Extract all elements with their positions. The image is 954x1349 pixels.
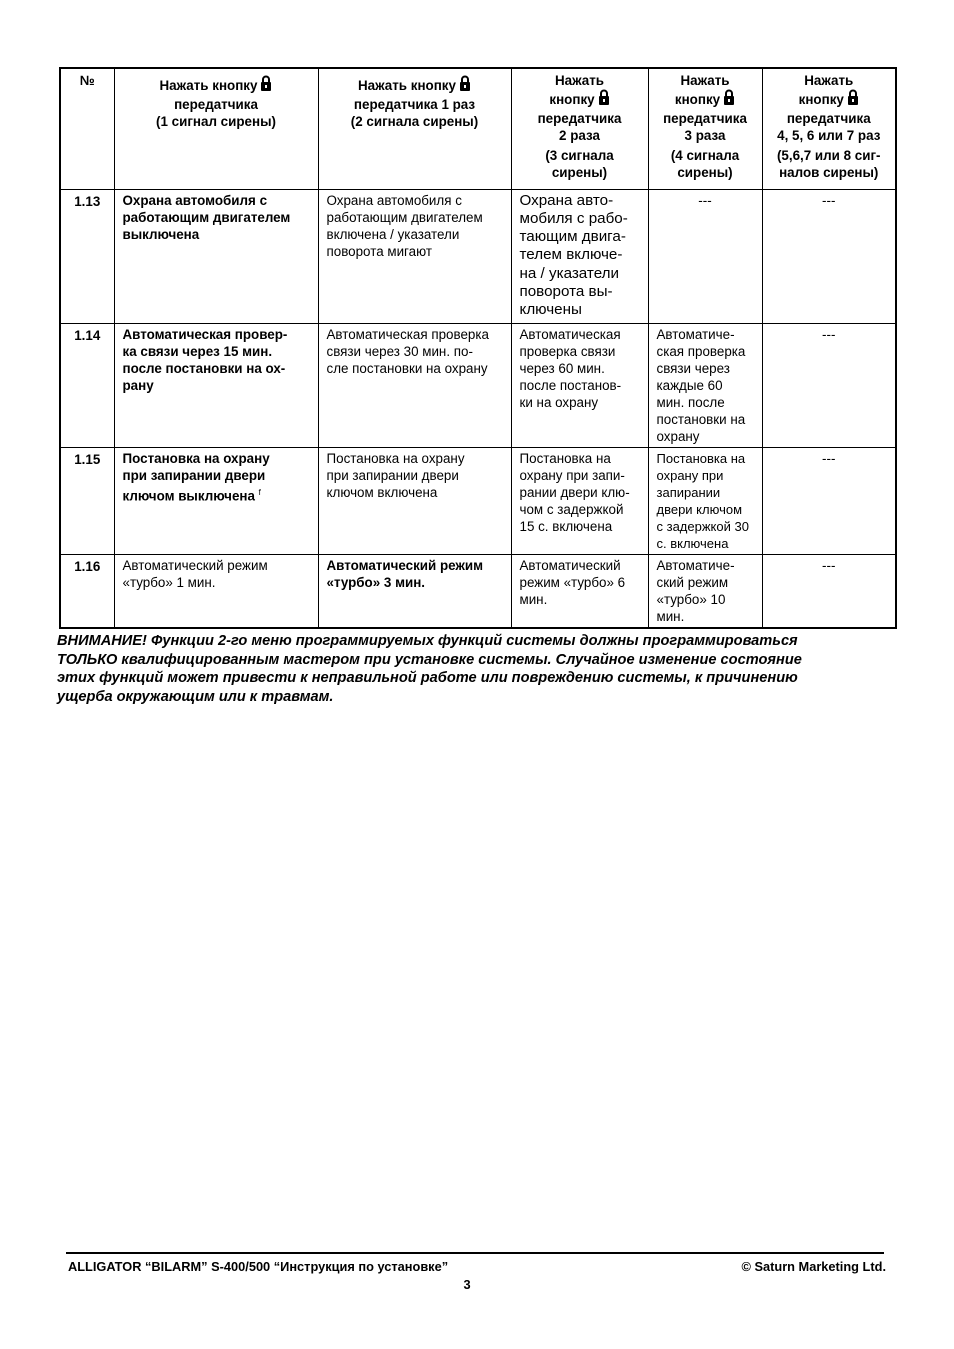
header-num: №: [60, 68, 114, 189]
row-cell-col1: Автоматическая провер- ка связи через 15 мин. после постановки на ох- рану: [114, 323, 318, 447]
row-cell-col5: ---: [762, 447, 896, 554]
row-cell-col1: Постановка на охрану при запирании двери ключом выключена $^f$: [114, 447, 318, 554]
row-number: 1.14: [60, 323, 114, 447]
footer-copyright: © Saturn Marketing Ltd.: [741, 1259, 886, 1274]
padlock-icon: [847, 89, 859, 110]
warning-paragraph: [57, 632, 887, 706]
warning-line: ВНИМАНИЕ! Функции 2-го меню программируемых функций системы должны программироваться: [57, 633, 798, 649]
header-col3: Нажать кнопку передатчика 2 раза (3 сигнала сирены): [511, 68, 648, 189]
padlock-icon: [598, 89, 610, 110]
footer-document-title: ALLIGATOR “BILARM” S-400/500 “Инструкция по установке”: [68, 1259, 449, 1274]
functions-table: [59, 67, 897, 629]
row-cell-col3: Автоматическая проверка связи через 60 мин. после постанов- ки на охрану: [511, 323, 648, 447]
header-col4: Нажать кнопку передатчика 3 раза (4 сигнала сирены): [648, 68, 762, 189]
table-header-row: [60, 68, 896, 189]
padlock-icon: [723, 89, 735, 110]
header-col2: Нажать кнопку передатчика 1 раз (2 сигнала сирены): [318, 68, 511, 189]
page-number: 3: [463, 1277, 471, 1292]
row-cell-col2: Автоматический режим «турбо» 3 мин.: [318, 554, 511, 628]
padlock-icon: [260, 75, 272, 96]
row-cell-col2: Автоматическая проверка связи через 30 мин. по- сле постановки на охрану: [318, 323, 511, 447]
row-number: 1.15: [60, 447, 114, 554]
row-cell-col4: Постановка на охрану при запирании двери ключом с задержкой 30 с. включена: [648, 447, 762, 554]
table-row: [60, 189, 896, 323]
functions-table-container: [59, 67, 895, 629]
row-cell-col4: Автоматиче- ский режим «турбо» 10 мин.: [648, 554, 762, 628]
row-cell-col3: Автоматический режим «турбо» 6 мин.: [511, 554, 648, 628]
row-number: 1.16: [60, 554, 114, 628]
warning-line: этих функций может привести к неправильной работе или повреждению системы, к причинению: [57, 670, 798, 686]
padlock-icon: [459, 75, 471, 96]
row-cell-col3: Постановка на охрану при запи- рании двери клю- чом с задержкой 15 с. включена: [511, 447, 648, 554]
row-cell-col5: ---: [762, 323, 896, 447]
row-cell-col5: ---: [762, 189, 896, 323]
row-cell-col2: Охрана автомобиля с работающим двигателем включена / указатели поворота мигают: [318, 189, 511, 323]
warning-line: ущерба окружающим или к травмам.: [57, 688, 334, 705]
header-col1: Нажать кнопку передатчика (1 сигнал сирены): [114, 68, 318, 189]
row-cell-col3: Охрана авто- мобиля с рабо- тающим двига- телем включе- на / указатели поворота вы- ключены: [511, 189, 648, 323]
row-cell-col2: Постановка на охрану при запирании двери ключом включена: [318, 447, 511, 554]
table-row: [60, 554, 896, 628]
row-cell-col4: Автоматиче- ская проверка связи через каждые 60 мин. после постановки на охрану: [648, 323, 762, 447]
table-row: [60, 323, 896, 447]
header-col5: Нажать кнопку передатчика 4, 5, 6 или 7 раз (5,6,7 или 8 сиг- налов сирены): [762, 68, 896, 189]
row-cell-col1: Автоматический режим «турбо» 1 мин.: [114, 554, 318, 628]
row-cell-col5: ---: [762, 554, 896, 628]
footer-divider: [66, 1252, 884, 1254]
warning-line: ТОЛЬКО квалифицированным мастером при установке системы. Случайное изменение состояние: [57, 651, 802, 668]
row-cell-col4: ---: [648, 189, 762, 323]
footnote-mark: f: [258, 487, 261, 497]
row-cell-col1: Охрана автомобиля с работающим двигателем выключена: [114, 189, 318, 323]
row-number: 1.13: [60, 189, 114, 323]
table-row: [60, 447, 896, 554]
